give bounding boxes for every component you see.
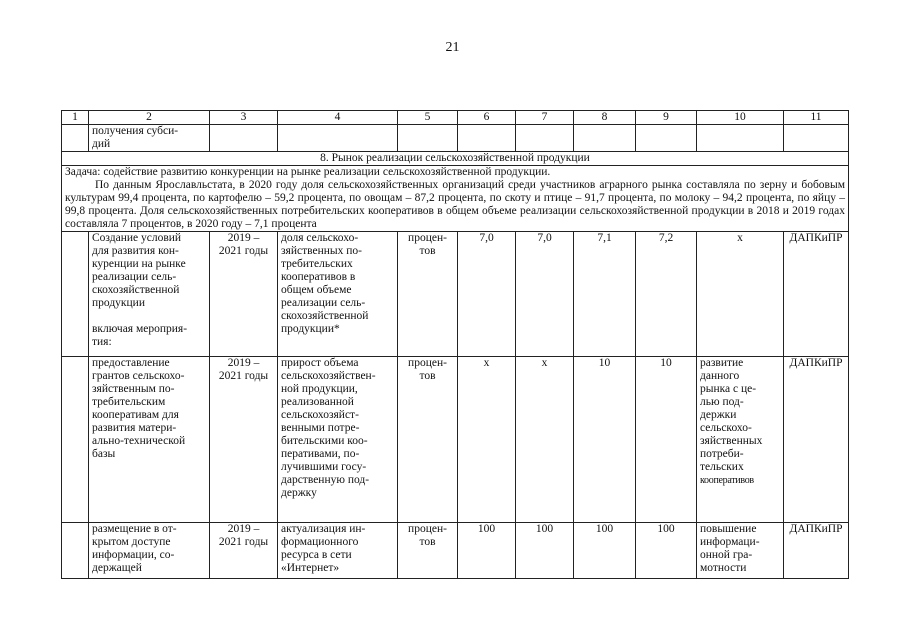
statistics-paragraph: По данным Ярославльстата, в 2020 году доля сельскохозяйственных организаций среди участников аграрного рынка составляла по зерну и бобовым культурам 99,4 процента, по картофелю – 59,2 процента, по овощам – 87,2 процента, по скоту и птице – 91,7 процента, по молоку – 94,2 процента, по яйцу – 99,8 процента. Доля сельскохозяйственных потребительских кооперативов в общем объеме реализации сельскохозяйственной продукции в 2018 и 2019 годах составляла 7 процентов, в 2020 году – 7,1 процента: [65, 179, 845, 230]
measure-name: размещение в от- крытом доступе информации, со- держащей: [89, 523, 210, 579]
task-row: [62, 166, 849, 232]
column-number: 5: [398, 111, 458, 125]
period: 2019 – 2021 годы: [210, 357, 278, 523]
indicator: прирост объема сельскохозяйствен- ной продукции, реализованной сельскохозяйст- венными потре- бительскими коо- перативами, по- лучившими госу- дарственную под- держку: [278, 357, 398, 523]
value-col-7: х: [516, 357, 574, 523]
section-row: [62, 152, 849, 166]
column-number: 10: [697, 111, 784, 125]
expected-result: развитие данного рынка с це- лью под- держки сельскохо- зяйственных потреби- тельских кооперативов: [697, 357, 784, 523]
expected-result: х: [697, 232, 784, 357]
value-col-6: х: [458, 357, 516, 523]
column-number: 2: [89, 111, 210, 125]
unit: процен- тов: [398, 523, 458, 579]
indicator: доля сельскохо- зяйственных по- требительских кооперативов в общем объеме реализации сель- скохозяйственной продукции*: [278, 232, 398, 357]
column-number-row: [62, 111, 849, 125]
column-number: 8: [574, 111, 636, 125]
task-text: Задача: содействие развитию конкуренции на рынке реализации сельскохозяйственной продукции.: [65, 166, 551, 178]
table-row: [62, 232, 849, 357]
value-col-8: 7,1: [574, 232, 636, 357]
table-row: [62, 523, 849, 579]
value-col-9: 7,2: [636, 232, 697, 357]
section-title: 8. Рынок реализации сельскохозяйственной продукции: [62, 152, 849, 166]
unit: процен- тов: [398, 232, 458, 357]
value-col-8: 10: [574, 357, 636, 523]
measure-name: Создание условий для развития кон- куренции на рынке реализации сель- скохозяйственной продукции включая мероприя- тия:: [89, 232, 210, 357]
continuation-row: [62, 125, 849, 152]
column-number: 1: [62, 111, 89, 125]
executor: ДАПКиПР: [784, 232, 849, 357]
measure-name: предоставление грантов сельскохо- зяйственным по- требительским кооперативам для развития матери- ально-технической базы: [89, 357, 210, 523]
page-number: 21: [445, 40, 460, 55]
value-col-7: 7,0: [516, 232, 574, 357]
column-number: 4: [278, 111, 398, 125]
table-row: [62, 357, 849, 523]
column-number: 9: [636, 111, 697, 125]
measure-name: получения субси- дий: [89, 125, 210, 152]
period: 2019 – 2021 годы: [210, 523, 278, 579]
column-number: 3: [210, 111, 278, 125]
column-number: 7: [516, 111, 574, 125]
value-col-9: 10: [636, 357, 697, 523]
value-col-9: 100: [636, 523, 697, 579]
value-col-6: 7,0: [458, 232, 516, 357]
expected-result: повышение информаци- онной гра- мотности: [697, 523, 784, 579]
column-number: 11: [784, 111, 849, 125]
value-col-8: 100: [574, 523, 636, 579]
unit: процен- тов: [398, 357, 458, 523]
measures-table: [61, 110, 849, 579]
executor: ДАПКиПР: [784, 357, 849, 523]
column-number: 6: [458, 111, 516, 125]
period: 2019 – 2021 годы: [210, 232, 278, 357]
executor: ДАПКиПР: [784, 523, 849, 579]
value-col-6: 100: [458, 523, 516, 579]
indicator: актуализация ин- формационного ресурса в сети «Интернет»: [278, 523, 398, 579]
value-col-7: 100: [516, 523, 574, 579]
